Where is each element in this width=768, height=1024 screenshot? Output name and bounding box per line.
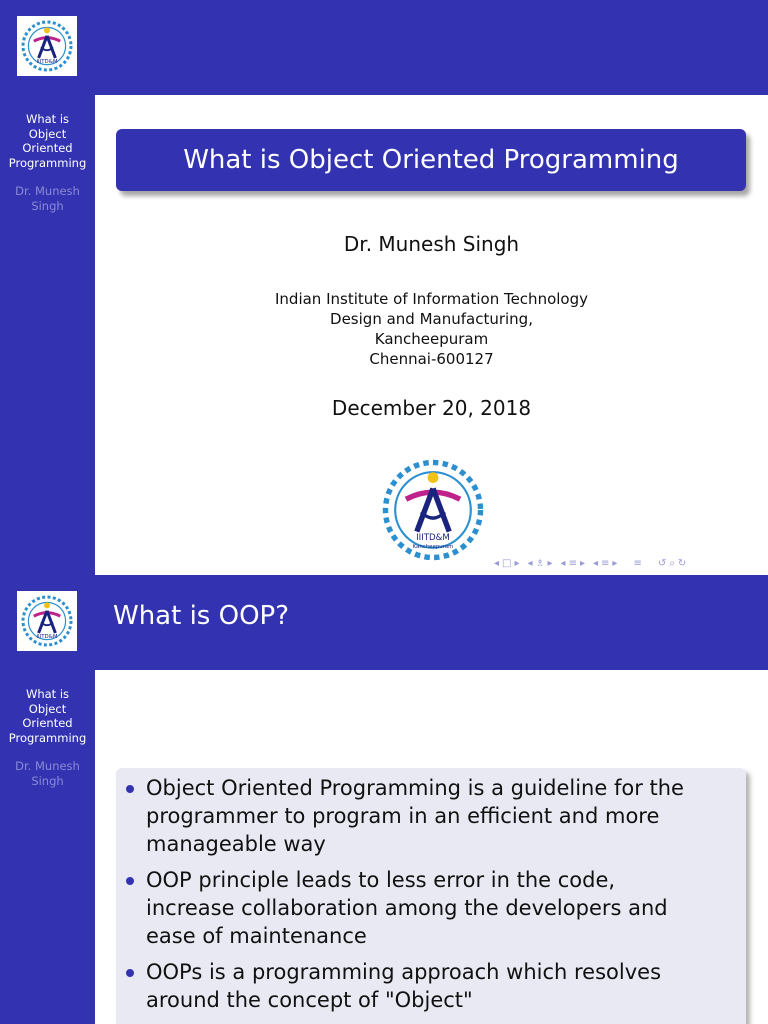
sidebar-author[interactable]: Dr. Munesh Singh bbox=[15, 759, 80, 788]
header-bar bbox=[0, 575, 768, 670]
nav-menu-icon[interactable]: ≡ bbox=[633, 557, 642, 569]
sidebar-title[interactable]: What is Object Oriented Programming bbox=[8, 112, 87, 170]
nav-prev-icon[interactable]: ◂ bbox=[560, 557, 566, 569]
bullet-dot-icon bbox=[126, 969, 134, 977]
nav-section-icon[interactable]: ≡ bbox=[568, 557, 577, 569]
header-logo bbox=[17, 16, 77, 76]
iiitdm-logo-icon bbox=[379, 456, 487, 564]
list-item: Object Oriented Programming is a guideline for the programmer to program in an efficient and more manageable way bbox=[146, 774, 706, 858]
nav-back-icon[interactable]: ↺ bbox=[657, 557, 667, 569]
nav-subsection-icon[interactable]: ♗ bbox=[535, 557, 545, 569]
nav-prev-icon[interactable]: ◂ bbox=[593, 557, 599, 569]
nav-next-icon[interactable]: ▸ bbox=[612, 557, 618, 569]
presentation-title: What is Object Oriented Programming bbox=[183, 145, 679, 175]
bullet-dot-icon bbox=[126, 785, 134, 793]
sidebar-author[interactable]: Dr. Munesh Singh bbox=[15, 184, 80, 213]
nav-prev-icon[interactable]: ◂ bbox=[527, 557, 533, 569]
bullet-dot-icon bbox=[126, 877, 134, 885]
institute-line: Kancheepuram bbox=[374, 330, 489, 348]
svg-text:Kancheepuram: Kancheepuram bbox=[412, 543, 454, 550]
frame-title: What is OOP? bbox=[113, 601, 290, 631]
nav-next-icon[interactable]: ▸ bbox=[579, 557, 585, 569]
slide-what-is-oop bbox=[0, 575, 768, 1024]
nav-search-icon[interactable]: ⌕ bbox=[669, 557, 675, 569]
nav-forward-icon[interactable]: ↻ bbox=[677, 557, 687, 569]
header-bar bbox=[0, 0, 768, 95]
beamer-nav-controls bbox=[494, 556, 689, 570]
nav-next-icon[interactable]: ▸ bbox=[514, 557, 520, 569]
sidebar bbox=[0, 670, 95, 1024]
list-item: OOPs is a programming approach which resolves around the concept of "Object" bbox=[146, 958, 706, 1014]
list-item: OOP principle leads to less error in the code, increase collaboration among the developers and ease of maintenance bbox=[146, 866, 706, 950]
title-block bbox=[116, 129, 746, 191]
institute-line: Indian Institute of Information Technology bbox=[275, 290, 588, 308]
bullet-block bbox=[116, 768, 746, 1024]
iiitdm-logo-icon bbox=[17, 591, 77, 651]
svg-text:IIITD&M: IIITD&M bbox=[416, 533, 450, 544]
presentation-date: December 20, 2018 bbox=[331, 396, 532, 420]
svg-text:IIITD&M: IIITD&M bbox=[36, 633, 58, 640]
institute-line: Design and Manufacturing, bbox=[330, 310, 533, 328]
sidebar-title[interactable]: What is Object Oriented Programming bbox=[8, 687, 87, 745]
sidebar bbox=[0, 95, 95, 575]
svg-text:IIITD&M: IIITD&M bbox=[36, 58, 58, 65]
institute-line: Chennai-600127 bbox=[369, 350, 494, 368]
nav-frame-icon[interactable]: □ bbox=[502, 557, 512, 569]
nav-next-icon[interactable]: ▸ bbox=[547, 557, 553, 569]
nav-prev-icon[interactable]: ◂ bbox=[494, 557, 500, 569]
institute-logo bbox=[379, 456, 487, 564]
author-name: Dr. Munesh Singh bbox=[343, 232, 520, 256]
header-logo bbox=[17, 591, 77, 651]
iiitdm-logo-icon bbox=[17, 16, 77, 76]
nav-toc-icon[interactable]: ≡ bbox=[601, 557, 610, 569]
